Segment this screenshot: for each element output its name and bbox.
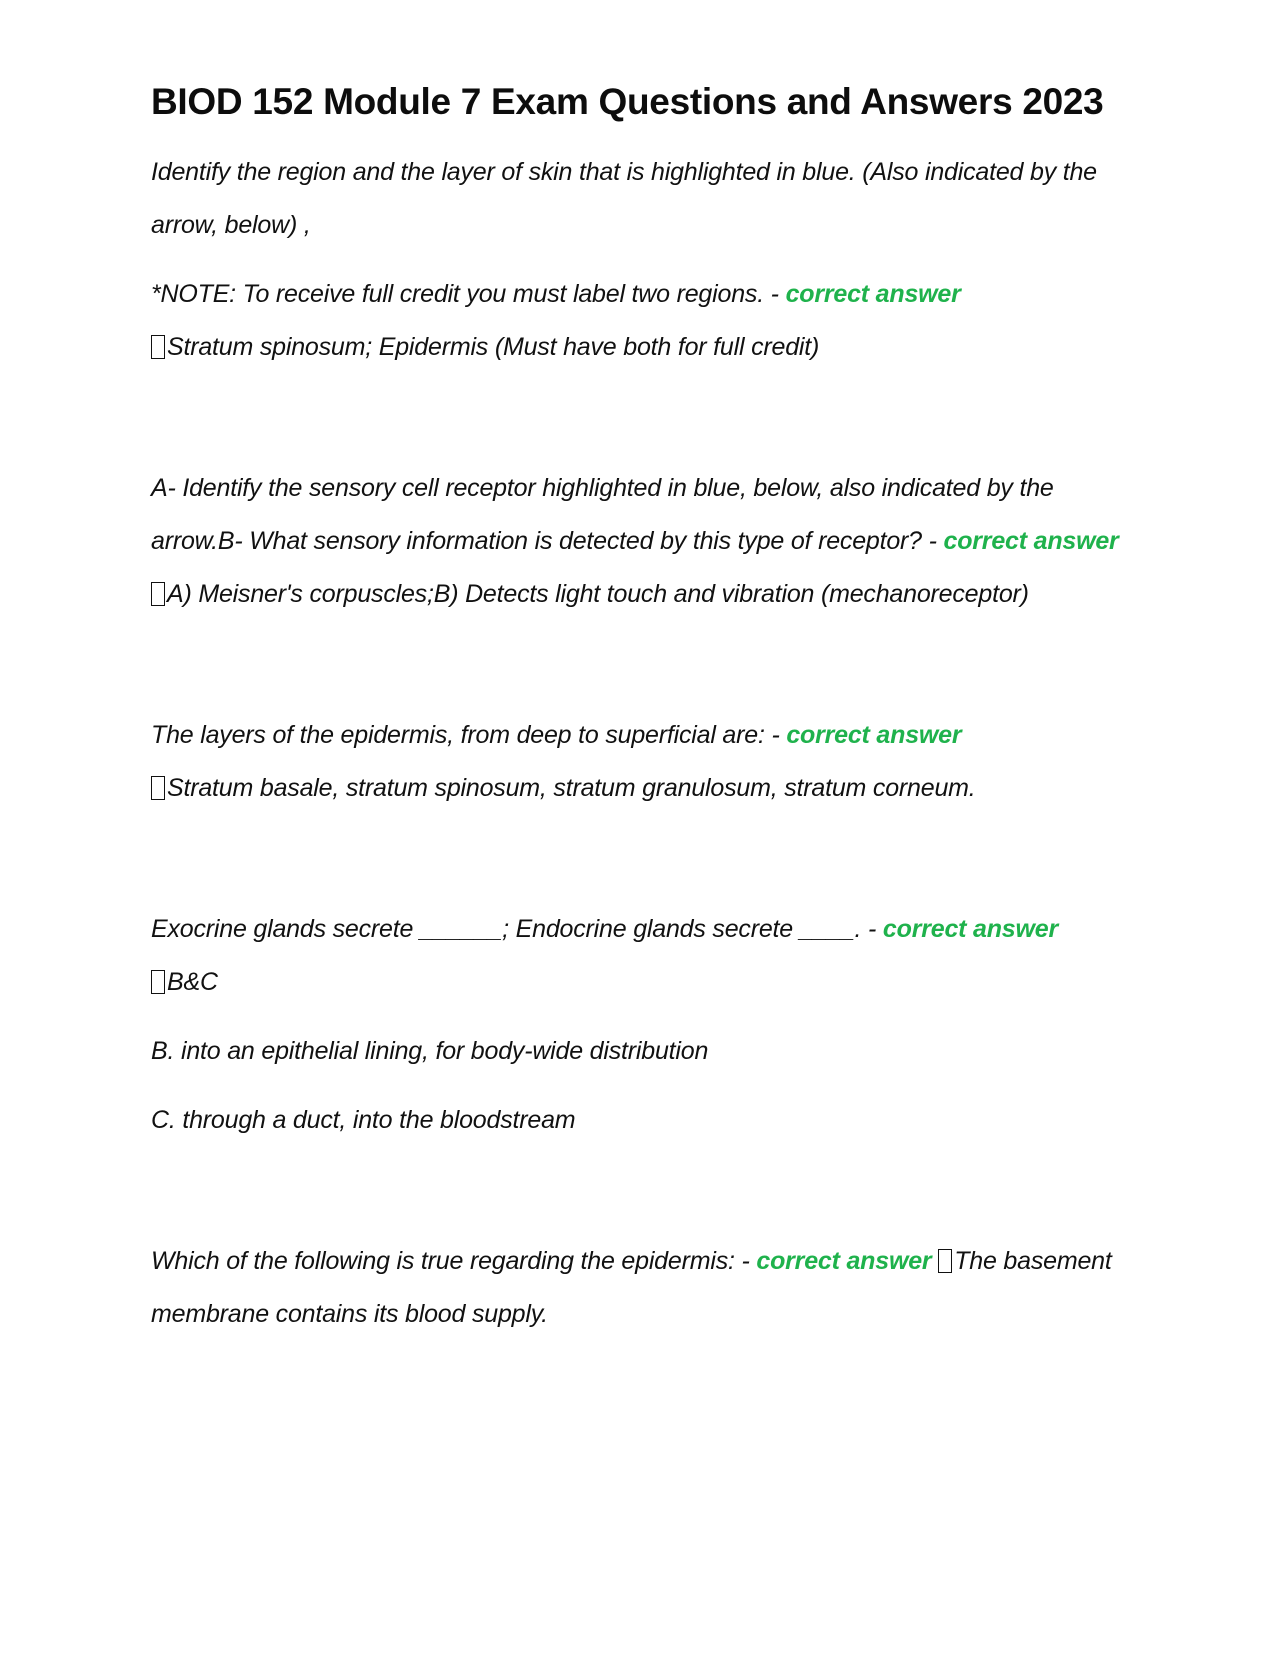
question-1-note bbox=[151, 268, 1131, 374]
question-1-body: Identify the region and the layer of skin that is highlighted in blue. (Also indicated by the arrow, below) , bbox=[151, 158, 1097, 239]
answer-2-text: A) Meisner's corpuscles;B) Detects light touch and vibration (mechanoreceptor) bbox=[167, 580, 1029, 608]
question-3-text: The layers of the epidermis, from deep to superficial are: - bbox=[151, 721, 787, 749]
question-1-note-text: *NOTE: To receive full credit you must label two regions. - bbox=[151, 280, 786, 308]
answer-5-text: The basement membrane contains its blood supply. bbox=[151, 1247, 1112, 1328]
correct-answer-label: correct answer bbox=[786, 721, 962, 749]
answer-box-icon bbox=[151, 582, 165, 606]
correct-answer-label: correct answer bbox=[756, 1247, 932, 1275]
correct-answer-label: correct answer bbox=[943, 527, 1119, 555]
correct-answer-label: correct answer bbox=[785, 280, 961, 308]
answer-box-icon bbox=[151, 335, 165, 359]
question-1-text bbox=[151, 146, 1131, 252]
question-5-text: Which of the following is true regarding the epidermis: - bbox=[151, 1247, 757, 1275]
option-c: C. through a duct, into the bloodstream bbox=[151, 1106, 576, 1134]
correct-answer-label: correct answer bbox=[882, 915, 1058, 943]
answer-box-icon bbox=[151, 776, 165, 800]
question-4-text: Exocrine glands secrete ______; Endocrine glands secrete ____. - bbox=[151, 915, 883, 943]
answer-box-icon bbox=[938, 1249, 952, 1273]
answer-3-text: Stratum basale, stratum spinosum, stratum granulosum, stratum corneum. bbox=[167, 774, 976, 802]
question-4 bbox=[151, 903, 1131, 1009]
option-b: B. into an epithelial lining, for body-wide distribution bbox=[151, 1037, 709, 1065]
answer-1-text: Stratum spinosum; Epidermis (Must have both for full credit) bbox=[167, 333, 820, 361]
question-2 bbox=[151, 462, 1131, 621]
question-3 bbox=[151, 709, 1131, 815]
answer-box-icon bbox=[151, 970, 165, 994]
question-5 bbox=[151, 1235, 1131, 1341]
document-title: BIOD 152 Module 7 Exam Questions and Answers 2023 bbox=[151, 81, 1104, 122]
answer-4-text: B&C bbox=[167, 968, 218, 996]
question-2-text: A- Identify the sensory cell receptor highlighted in blue, below, also indicated by the arrow.B- What sensory information is detected by this type of receptor? - bbox=[151, 474, 1054, 555]
document-page bbox=[151, 72, 1131, 1341]
